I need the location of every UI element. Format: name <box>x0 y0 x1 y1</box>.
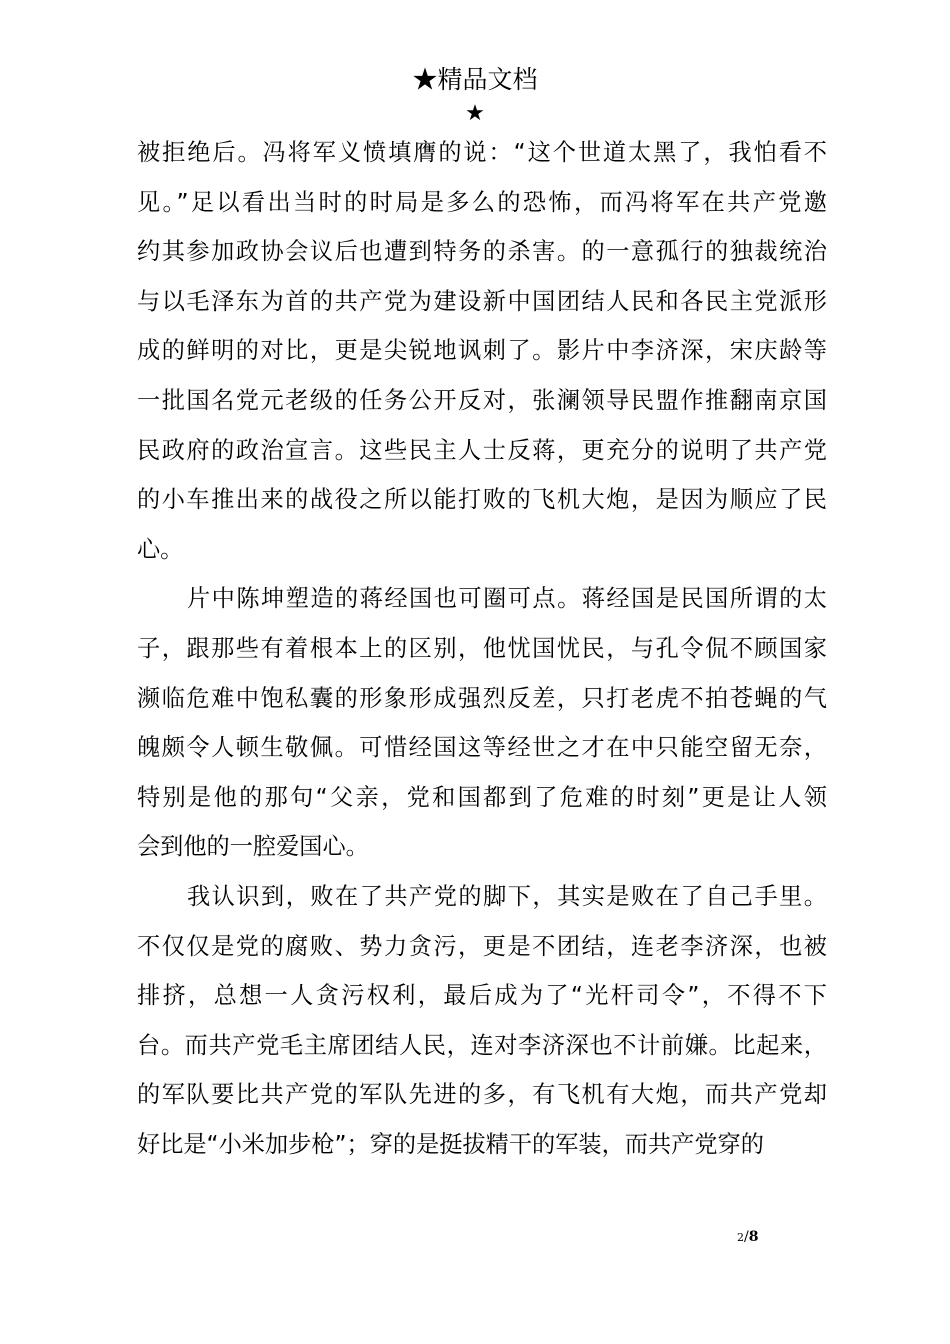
page-number <box>737 1228 758 1247</box>
current-page-number: 2 <box>737 1231 744 1244</box>
paragraph-line: 子，跟那些有着根本上的区别，他忧国忧民，与孔令侃不顾国家 <box>137 634 827 662</box>
paragraph-line: 片中陈坤塑造的蒋经国也可圈可点。蒋经国是民国所谓的太 <box>187 585 827 613</box>
total-pages-number: 8 <box>748 1229 759 1245</box>
paragraph-line: 濒临危难中饱私囊的形象形成强烈反差，只打老虎不拍苍蝇的气 <box>137 684 827 712</box>
paragraph-line: 约其参加政协会议后也遭到特务的杀害。的一意孤行的独裁统治 <box>137 238 827 266</box>
paragraph-line: 成的鲜明的对比，更是尖锐地讽刺了。影片中李济深，宋庆龄等 <box>137 337 827 365</box>
paragraph-line: 特别是他的那句“父亲，党和国都到了危难的时刻”更是让人领 <box>137 783 827 811</box>
paragraph-line: 台。而共产党毛主席团结人民，连对李济深也不计前嫌。比起来， <box>137 1031 827 1059</box>
paragraph-line: 我认识到，败在了共产党的脚下，其实是败在了自己手里。 <box>187 882 827 910</box>
paragraph-line: 会到他的一腔爱国心。 <box>137 833 369 861</box>
paragraph-line: 见。”足以看出当时的时局是多么的恐怖，而冯将军在共产党邀 <box>137 188 827 216</box>
paragraph-line: 被拒绝后。冯将军义愤填膺的说：“这个世道太黑了，我怕看不 <box>137 139 827 166</box>
paragraph-line: 心。 <box>137 535 184 563</box>
paragraph-line: 好比是“小米加步枪”；穿的是挺拔精干的军装，而共产党穿的 <box>137 1130 764 1158</box>
header-star: ★ <box>465 101 485 126</box>
paragraph-line: 不仅仅是党的腐败、势力贪污，更是不团结，连老李济深，也被 <box>137 932 827 960</box>
paragraph-line: 的军队要比共产党的军队先进的多，有飞机有大炮，而共产党却 <box>137 1081 827 1109</box>
paragraph-line: 排挤，总想一人贪污权利，最后成为了“光杆司令”，不得不下 <box>137 982 827 1010</box>
header-title: ★精品文档 <box>412 65 538 94</box>
paragraph <box>137 872 827 1170</box>
paragraph <box>137 574 827 872</box>
paragraph-line: 与以毛泽东为首的共产党为建设新中国团结人民和各民主党派形 <box>137 287 827 315</box>
paragraph-line: 的小车推出来的战役之所以能打败的飞机大炮，是因为顺应了民 <box>137 486 827 514</box>
paragraph-line: 魄颇令人顿生敬佩。可惜经国这等经世之才在中只能空留无奈， <box>137 734 827 762</box>
paragraph-line: 民政府的政治宣言。这些民主人士反蒋，更充分的说明了共产党 <box>137 436 827 464</box>
page-separator: / <box>744 1229 749 1245</box>
body-text <box>137 128 827 1169</box>
paragraph <box>137 128 827 574</box>
paragraph-line: 一批国名党元老级的任务公开反对，张澜领导民盟作推翻南京国 <box>137 386 827 414</box>
